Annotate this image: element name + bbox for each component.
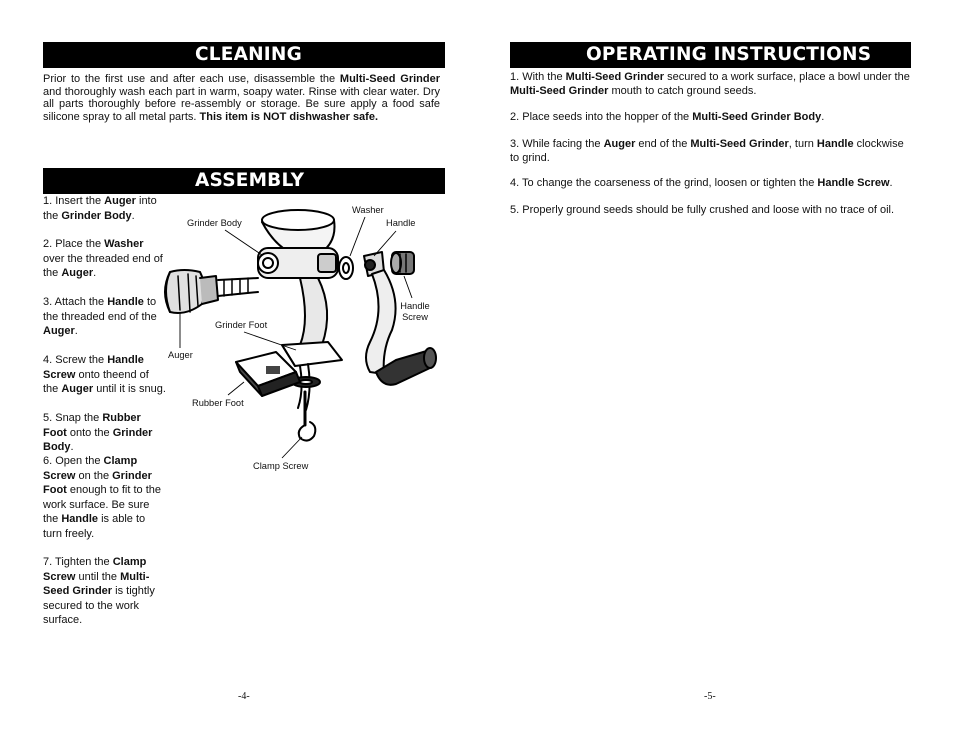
assembly-step: 7. Tighten the Clamp Screw until the Multi-Seed Grinder is tightly secured to the work surface.	[43, 556, 155, 627]
operating-step: 4. To change the coarseness of the grind, loosen or tighten the Handle Screw.	[510, 177, 893, 189]
grinder-exploded-diagram	[150, 200, 440, 480]
assembly-step: 5. Snap the Rubber Foot onto the Grinder Body.	[43, 412, 153, 454]
operating-step: 3. While facing the Auger end of the Multi-Seed Grinder, turn Handle clockwise to grind.	[510, 138, 904, 164]
page-number: -5-	[704, 691, 716, 702]
label-grinder-foot: Grinder Foot	[215, 320, 268, 330]
operating-step: 5. Properly ground seeds should be fully crushed and loose with no trace of oil.	[510, 204, 895, 216]
page-number: -4-	[238, 691, 250, 702]
label-clamp-screw: Clamp Screw	[253, 461, 309, 471]
label-grinder-body: Grinder Body	[187, 218, 242, 228]
label-handle: Handle	[386, 218, 416, 228]
assembly-step: 4. Screw the Handle Screw onto theend of the Auger until it is snug.	[43, 354, 166, 396]
label-rubber-foot: Rubber Foot	[192, 398, 244, 408]
assembly-heading: ASSEMBLY	[43, 168, 445, 194]
label-washer: Washer	[352, 205, 384, 215]
assembly-step: 6. Open the Clamp Screw on the Grinder Foot enough to fit to the work surface. Be sure the Handle is able to turn freely.	[43, 455, 162, 540]
assembly-step: 2. Place the Washer over the threaded end of the Auger.	[43, 238, 163, 280]
label-auger: Auger	[168, 350, 193, 360]
assembly-step: 1. Insert the Auger into the Grinder Body.	[43, 195, 157, 222]
cleaning-paragraph: Prior to the first use and after each use, disassemble the Multi-Seed Grinder and thoroughly wash each part in warm, soapy water. Rinse with clear water. Dry all parts thoroughly before re-assembly or storage. Be sure apply a food safe silicone spray to all metal parts. This item is NOT dishwasher safe.	[43, 73, 441, 124]
assembly-step: 3. Attach the Handle to the threaded end of the Auger.	[43, 296, 157, 338]
operating-step: 1. With the Multi-Seed Grinder secured to a work surface, place a bowl under the Multi-Seed Grinder mouth to catch ground seeds.	[510, 71, 910, 97]
operating-step: 2. Place seeds into the hopper of the Multi-Seed Grinder Body.	[510, 111, 825, 123]
cleaning-heading: CLEANING	[43, 42, 445, 68]
operating-heading: OPERATING INSTRUCTIONS	[510, 42, 911, 68]
right-page	[477, 0, 954, 738]
label-handle-screw: Handle Screw	[400, 301, 430, 322]
